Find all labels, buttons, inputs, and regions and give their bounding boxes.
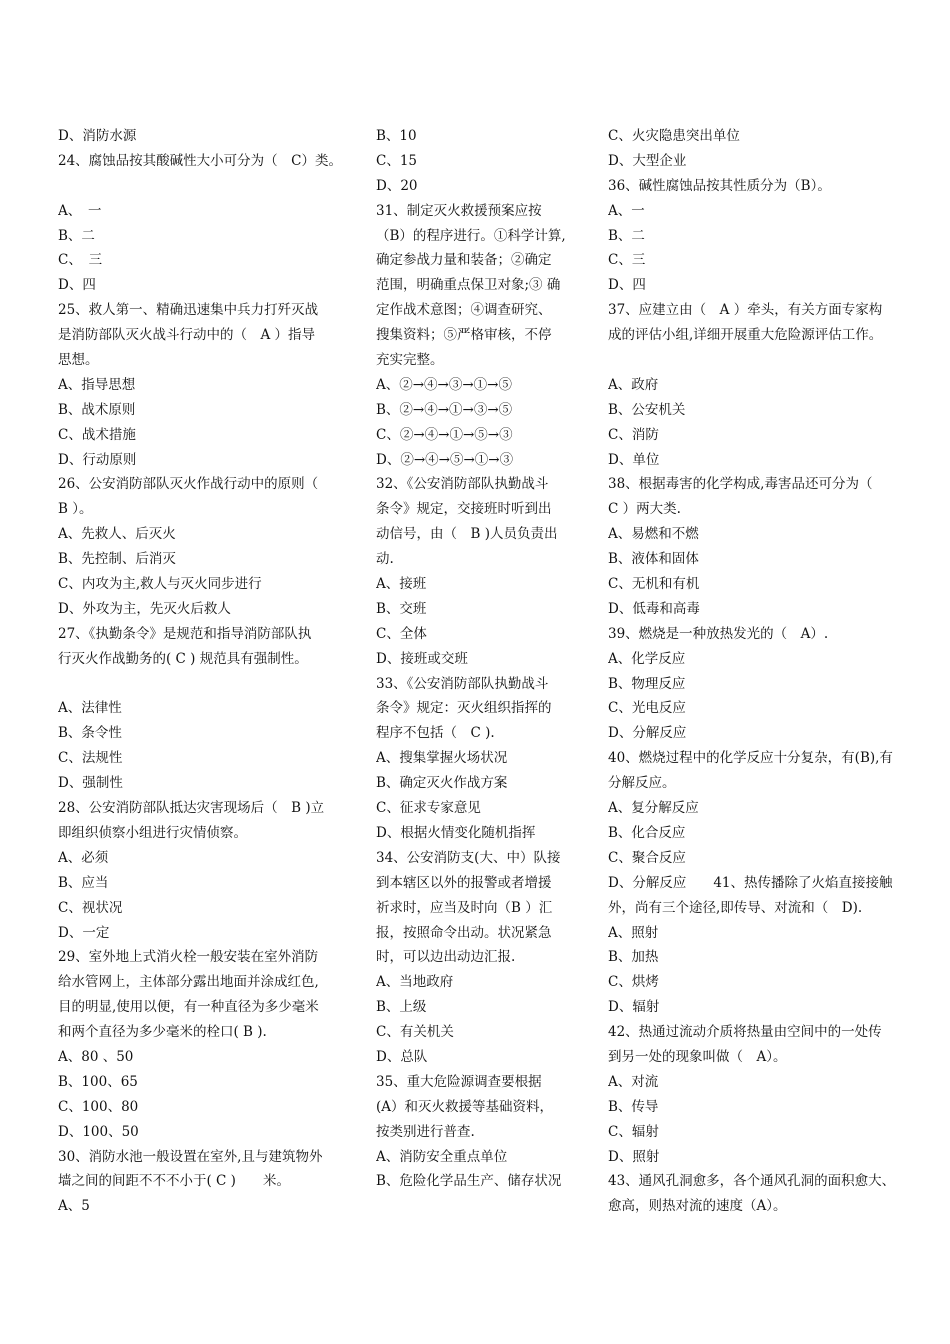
text-line: 条令》规定，交接班时听到出 (376, 501, 552, 518)
text-line: B、先控制、后消灭 (58, 551, 176, 568)
text-line: D、单位 (608, 451, 660, 468)
text-line: C、火灾隐患突出单位 (608, 128, 740, 144)
text-line: D、②→④→⑤→①→③ (376, 451, 514, 468)
text-line: D、大型企业 (608, 152, 687, 169)
text-line: C、15 (376, 152, 418, 169)
text-line: D、低毒和高毒 (608, 600, 700, 617)
text-line: C、无机和有机 (608, 576, 700, 593)
text-line: A、必须 (58, 849, 109, 866)
text-line: D、四 (608, 277, 646, 294)
text-line: A、搜集掌握火场状况 (376, 750, 508, 767)
text-line: 行灭火作战勤务的( C ) 规范具有强制性。 (58, 650, 308, 667)
text-line: C、视状况 (58, 899, 123, 916)
text-line (608, 348, 908, 373)
text-line: 动. (376, 551, 394, 568)
text-line: D、根据火情变化随机指挥 (376, 824, 536, 841)
text-line: 搜集资料；⑤严格审核，不停 (376, 327, 552, 344)
text-line: 墙之间的间距不不不小于( C ) 米。 (58, 1173, 290, 1190)
text-line: A、法律性 (58, 700, 122, 717)
text-line: C ）两大类. (608, 501, 681, 518)
text-line: 40、燃烧过程中的化学反应十分复杂，有(B),有 (608, 750, 893, 767)
text-line: 36、碱性腐蚀品按其性质分为（B）。 (608, 177, 831, 194)
text-line: D、20 (376, 177, 418, 194)
text-line: 25、救人第一、精确迅速集中兵力打歼灭战 (58, 302, 319, 319)
text-line: C、内攻为主,救人与灭火同步进行 (58, 576, 262, 593)
text-line: 即组织侦察小组进行灾情侦察。 (58, 824, 247, 841)
text-line: 28、公安消防部队抵达灾害现场后（ B )立 (58, 800, 325, 817)
text-line: A、80 、50 (58, 1048, 134, 1065)
text-line: 时，可以边出动边汇报. (376, 949, 516, 966)
text-line: C、辐射 (608, 1123, 659, 1140)
text-line: 35、重大危险源调查要根据 (376, 1073, 542, 1090)
text-line: A、5 (58, 1198, 90, 1215)
text-line: 范围，明确重点保卫对象;③ 确 (376, 277, 561, 294)
text-line (58, 174, 350, 199)
text-line: D、强制性 (58, 775, 123, 792)
column-left (58, 124, 350, 1219)
text-line: D、分解反应 (608, 725, 687, 742)
text-line: 给水管网上，主体部分露出地面并涂成红色, (58, 974, 319, 991)
text-line: A、照射 (608, 924, 659, 941)
text-line: A、当地政府 (376, 974, 454, 991)
text-line: （B）的程序进行。①科学计算, (376, 227, 566, 244)
text-line: A、政府 (608, 376, 659, 393)
text-line: 按类别进行普查. (376, 1123, 475, 1140)
text-line: A、先救人、后灭火 (58, 526, 176, 543)
text-line: B、加热 (608, 949, 659, 966)
text-line: 分解反应。 (608, 775, 676, 792)
text-line: 愈高，则热对流的速度（A）。 (608, 1198, 787, 1215)
text-line: B、条令性 (58, 725, 122, 742)
text-line: B、传导 (608, 1098, 659, 1115)
text-line: C、100、80 (58, 1098, 139, 1115)
text-line: C、三 (608, 252, 646, 269)
text-line: B、上级 (376, 999, 427, 1016)
text-line: B、100、65 (58, 1073, 138, 1090)
text-line: C、消防 (608, 426, 659, 443)
text-line: A、一 (608, 202, 645, 219)
text-line (58, 672, 350, 697)
text-line: 祈求时，应当及时向（B ）汇 (376, 899, 553, 916)
text-line: A、易燃和不燃 (608, 526, 699, 543)
text-line: 33、《公安消防部队执勤战斗 (376, 675, 549, 692)
text-line: D、消防水源 (58, 128, 137, 144)
text-line: B、应当 (58, 874, 109, 891)
text-line: A、指导思想 (58, 376, 136, 393)
text-line: 24、腐蚀品按其酸碱性大小可分为（ C）类。 (58, 152, 343, 169)
text-line: D、照射 (608, 1148, 660, 1165)
text-line: 程序不包括（ C ). (376, 725, 495, 742)
text-line: D、接班或交班 (376, 650, 468, 667)
text-line: C、战术措施 (58, 426, 136, 443)
text-line: 到另一处的现象叫做（ A）。 (608, 1048, 787, 1065)
text-line: 成的评估小组,详细开展重大危险源评估工作。 (608, 327, 883, 344)
text-line: D、辐射 (608, 999, 660, 1016)
text-line: B、液体和固体 (608, 551, 699, 568)
text-line: B、确定灭火作战方案 (376, 775, 508, 792)
text-line: B、10 (376, 128, 417, 144)
text-line: D、总队 (376, 1048, 428, 1065)
text-line: B、交班 (376, 600, 427, 617)
text-line: 目的明显,使用以便，有一种直径为多少毫米 (58, 999, 319, 1016)
text-line: B、二 (608, 227, 645, 244)
text-line: 29、室外地上式消火栓一般安装在室外消防 (58, 949, 319, 966)
text-line: 思想。 (58, 352, 99, 369)
text-line: 外，尚有三个途径,即传导、对流和（ D). (608, 899, 863, 916)
text-line: A、 一 (58, 202, 102, 219)
text-line: 42、热通过流动介质将热量由空间中的一处传 (608, 1024, 882, 1041)
text-line: B、公安机关 (608, 401, 686, 418)
text-line: A、化学反应 (608, 650, 686, 667)
text-line: C、有关机关 (376, 1024, 454, 1041)
text-line: A、消防安全重点单位 (376, 1148, 508, 1165)
text-line: B、化合反应 (608, 824, 686, 841)
text-line: A、复分解反应 (608, 800, 699, 817)
text-line: D、一定 (58, 924, 110, 941)
text-line: 38、根据毒害的化学构成,毒害品还可分为（ (608, 476, 873, 493)
text-line: C、聚合反应 (608, 849, 686, 866)
text-line: 确定参战力量和装备；②确定 (376, 252, 552, 269)
text-line: 定作战术意图；④调查研究、 (376, 302, 552, 319)
text-line: B、二 (58, 227, 95, 244)
text-line: 34、公安消防支(大、中）队接 (376, 849, 561, 866)
text-line: B ）。 (58, 501, 93, 518)
text-line: 报，按照命令出动。状况紧急 (376, 924, 552, 941)
text-line: B、物理反应 (608, 675, 686, 692)
text-line: 31、制定灭火救援预案应按 (376, 202, 542, 219)
text-line: 是消防部队灭火战斗行动中的（ A ）指导 (58, 327, 316, 344)
text-line: (A）和灭火救援等基础资料， (376, 1098, 554, 1115)
text-line: B、战术原则 (58, 401, 136, 418)
text-line: 32、《公安消防部队执勤战斗 (376, 476, 549, 493)
text-line: C、②→④→①→⑤→③ (376, 426, 513, 443)
text-line: D、行动原则 (58, 451, 137, 468)
text-line: C、烘烤 (608, 974, 659, 991)
text-line: 充实完整。 (376, 352, 444, 369)
column-right (608, 124, 908, 1219)
text-line: D、100、50 (58, 1123, 139, 1140)
text-line: B、②→④→①→③→⑤ (376, 401, 513, 418)
text-line: C、 三 (58, 252, 103, 269)
text-line: D、四 (58, 277, 96, 294)
text-line: A、对流 (608, 1073, 659, 1090)
text-line: D、分解反应 41、热传播除了火焰直接接触 (608, 874, 893, 891)
text-line: 27、《执勤条令》是规范和指导消防部队执 (58, 625, 312, 642)
text-line: C、征求专家意见 (376, 800, 481, 817)
text-line: C、法规性 (58, 750, 123, 767)
text-line: B、危险化学品生产、储存状况 (376, 1173, 562, 1190)
text-line: 30、消防水池一般设置在室外,且与建筑物外 (58, 1148, 323, 1165)
text-line: C、全体 (376, 625, 427, 642)
text-line: 条令》规定：灭火组织指挥的 (376, 700, 552, 717)
text-line: 39、燃烧是一种放热发光的（ A）. (608, 625, 829, 642)
text-line: C、光电反应 (608, 700, 686, 717)
text-line: 和两个直径为多少毫米的栓口( B ). (58, 1024, 267, 1041)
text-line: 到本辖区以外的报警或者增援 (376, 874, 552, 891)
text-line: 动信号，由（ B )人员负责出 (376, 526, 558, 543)
text-line: D、外攻为主，先灭火后救人 (58, 600, 231, 617)
text-line: 26、公安消防部队灭火作战行动中的原则（ (58, 476, 319, 493)
text-line: 37、应建立由（ A ）牵头，有关方面专家构 (608, 302, 883, 319)
text-line: A、②→④→③→①→⑤ (376, 376, 512, 393)
column-middle (376, 124, 576, 1194)
text-line: A、接班 (376, 576, 427, 593)
text-line: 43、通风孔洞愈多，各个通风孔洞的面积愈大、 (608, 1173, 896, 1190)
